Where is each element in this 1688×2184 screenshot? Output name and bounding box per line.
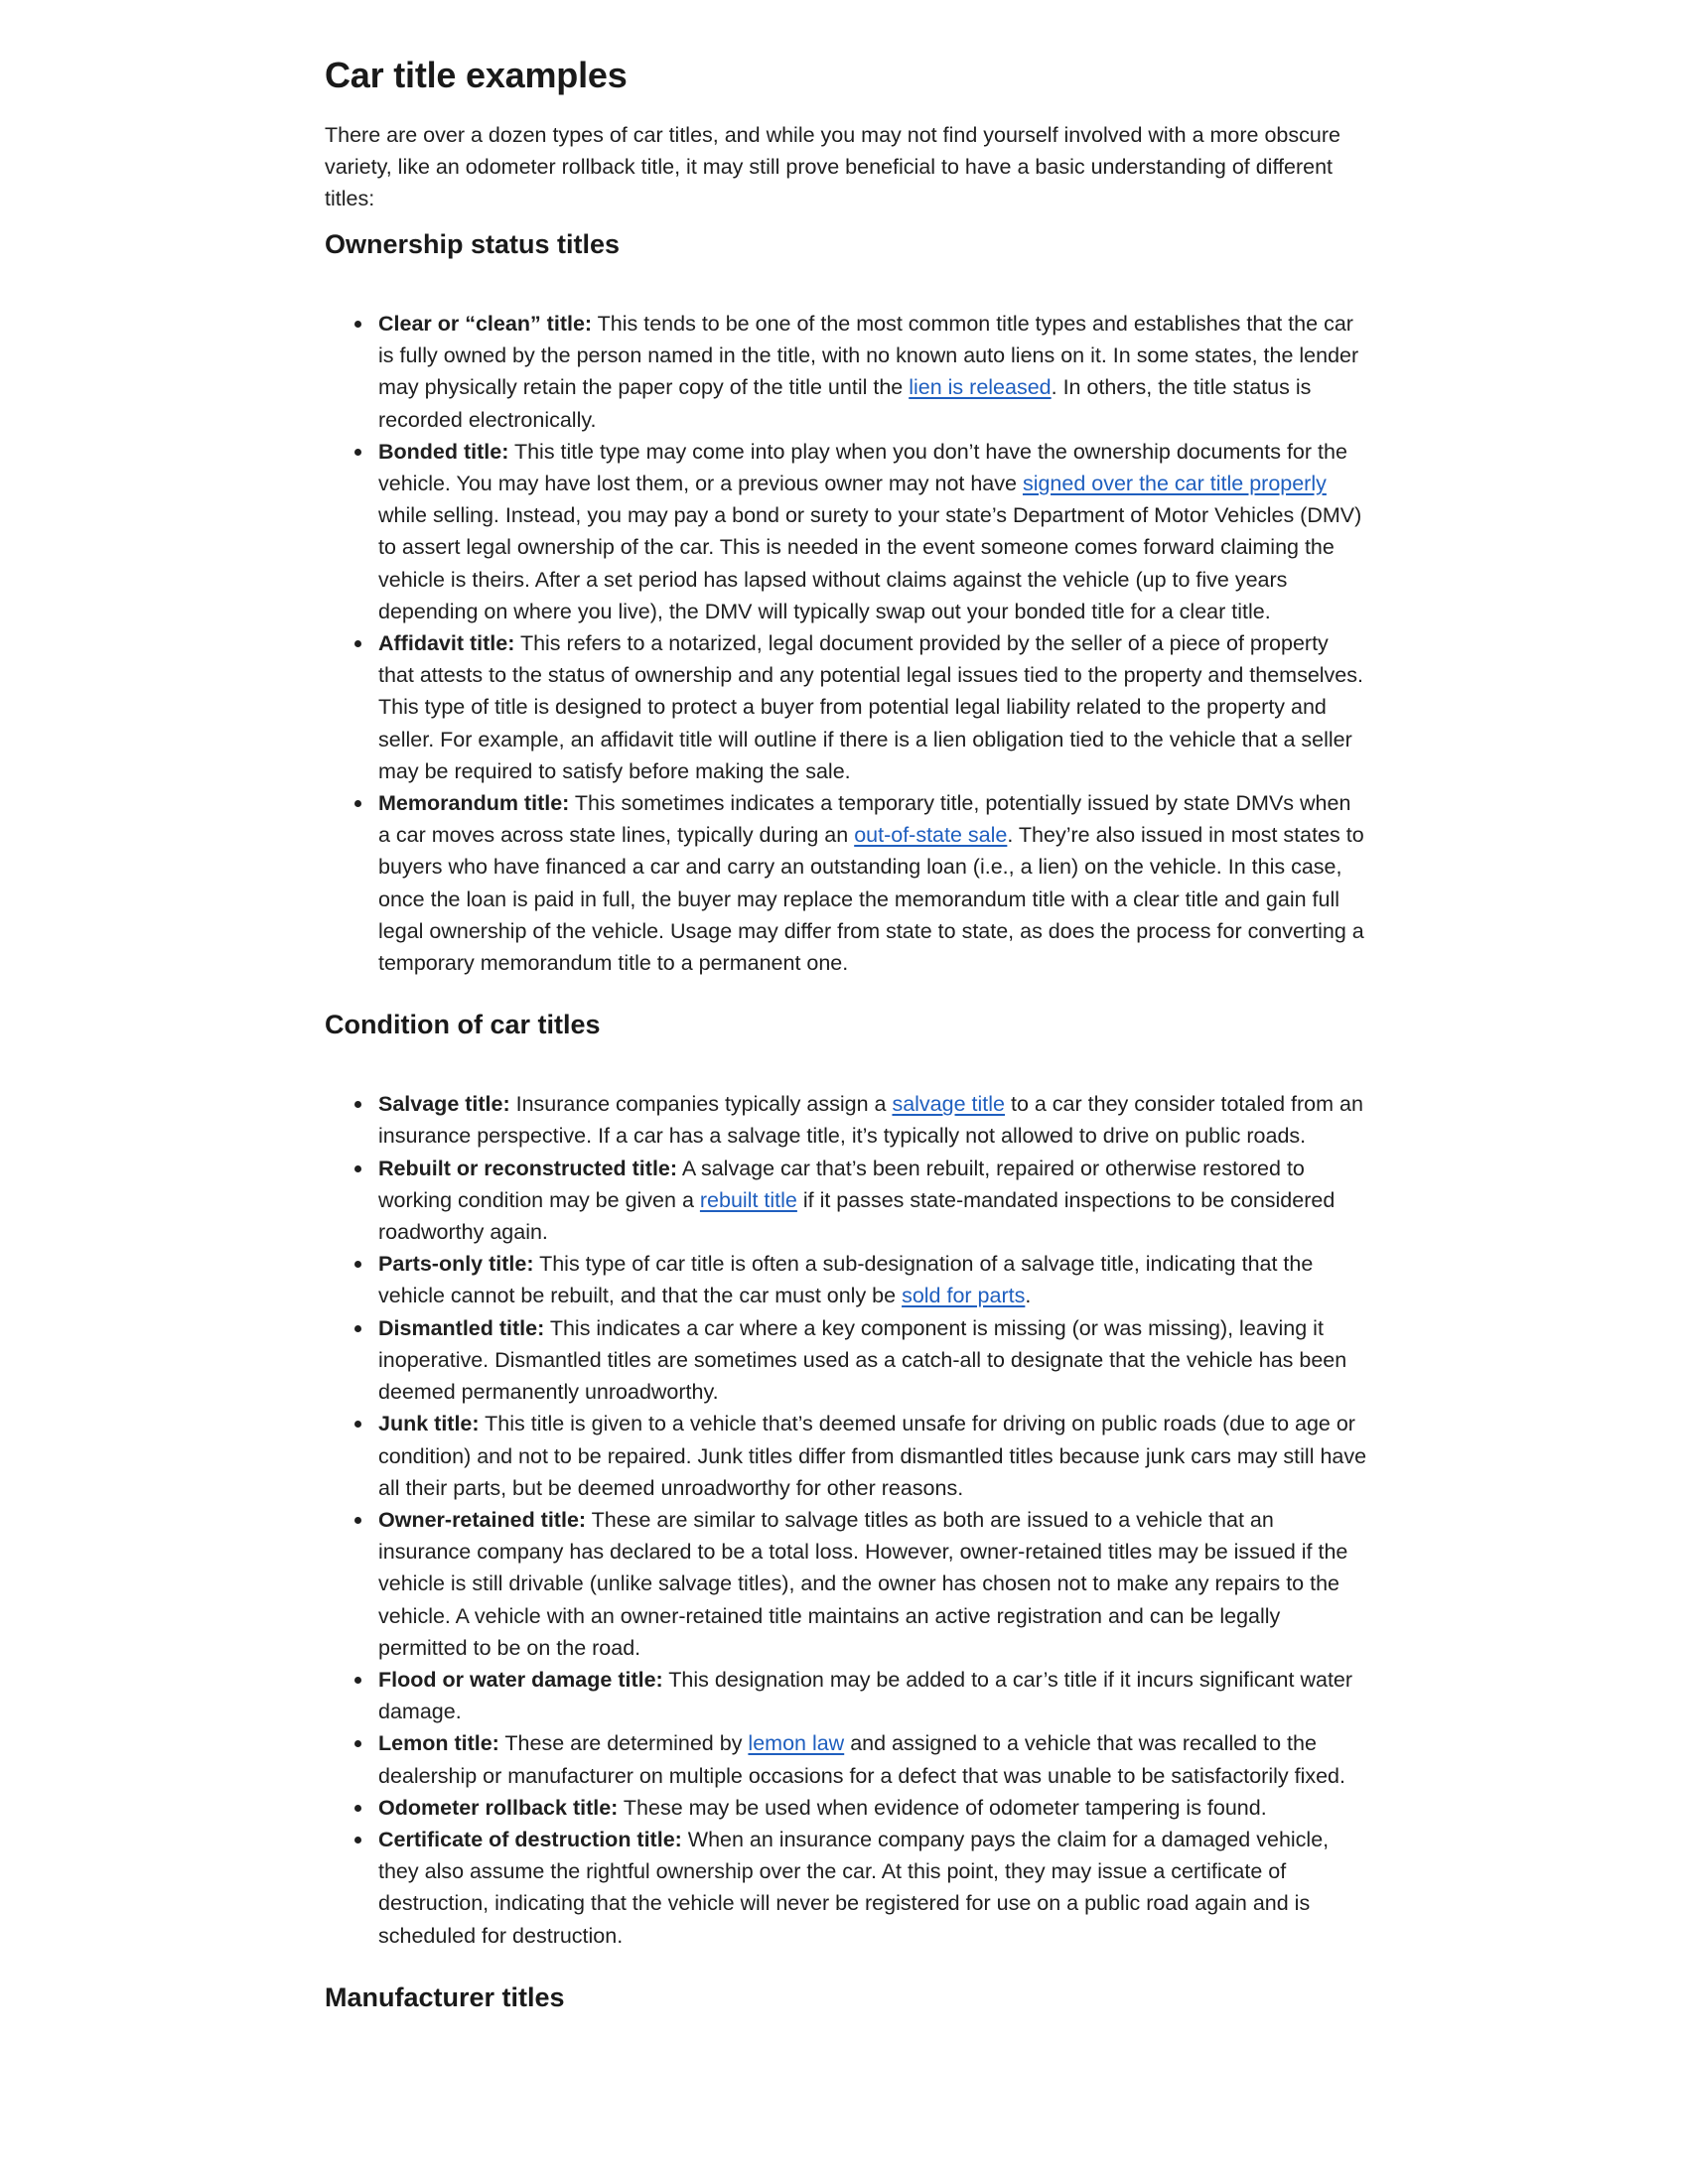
list-item: Clear or “clean” title: This tends to be one of the most common title types and establishes that the car is fully owned by the person named in the title, with no known auto liens on it. In some states, the lender may physically retain the paper copy of the title until the lien is released. In others, the title status is recorded electronically. <box>378 308 1367 436</box>
list-item: Memorandum title: This sometimes indicates a temporary title, potentially issued by state DMVs when a car moves across state lines, typically during an out-of-state sale. They’re also issued in most states to buyers who have financed a car and carry an outstanding loan (i.e., a lien) on the vehicle. In this case, once the loan is paid in full, the buyer may replace the memorandum title with a clear title and gain full legal ownership of the vehicle. Usage may differ from state to state, as does the process for converting a temporary memorandum title to a permanent one. <box>378 787 1367 979</box>
list-item-term: Salvage title: <box>378 1092 510 1117</box>
list-item: Parts-only title: This type of car title is often a sub-designation of a salvage title, indicating that the vehicle cannot be rebuilt, and that the car must only be sold for parts. <box>378 1248 1367 1311</box>
list-item: Rebuilt or reconstructed title: A salvage car that’s been rebuilt, repaired or otherwise restored to working condition may be given a rebuilt title if it passes state-mandated inspections to be considered roadworthy again. <box>378 1153 1367 1249</box>
signed-over-title-link[interactable]: signed over the car title properly <box>1022 472 1327 496</box>
rebuilt-title-link[interactable]: rebuilt title <box>699 1187 797 1212</box>
list-item: Affidavit title: This refers to a notarized, legal document provided by the seller of a piece of property that attests to the status of ownership and any potential legal issues tied to the property and themselves. This type of title is designed to protect a buyer from potential legal liability related to the property and seller. For example, an affidavit title will outline if there is a lien obligation tied to the vehicle that a seller may be required to satisfy before making the sale. <box>378 627 1367 787</box>
section-heading-manufacturer: Manufacturer titles <box>325 1981 565 2012</box>
intro-paragraph: There are over a dozen types of car titles, and while you may not find yourself involved with a more obscure variety, like an odometer rollback title, it may still prove beneficial to have a basic understanding of different titles: <box>325 123 1340 210</box>
list-item: Owner-retained title: These are similar to salvage titles as both are issued to a vehicle that an insurance company has declared to be a total loss. However, owner-retained titles may be issued if the vehicle is still drivable (unlike salvage titles), and the owner has chosen not to make any repairs to the vehicle. A vehicle with an owner-retained title maintains an active registration and can be legally permitted to be on the road. <box>378 1504 1367 1664</box>
list-item-term: Parts-only title: <box>378 1252 534 1277</box>
list-item: Lemon title: These are determined by lemon law and assigned to a vehicle that was recalled to the dealership or manufacturer on multiple occasions for a defect that was unable to be satisfactorily fixed. <box>378 1727 1367 1791</box>
list-item: Junk title: This title is given to a vehicle that’s deemed unsafe for driving on public roads (due to age or condition) and not to be repaired. Junk titles differ from dismantled titles because junk cars may still have all their parts, but be deemed unroadworthy for other reasons. <box>378 1408 1367 1504</box>
list-item-term: Clear or “clean” title: <box>378 312 593 336</box>
list-item-term: Lemon title: <box>378 1731 499 1756</box>
section-heading-ownership: Ownership status titles <box>325 229 621 259</box>
list-item-term: Memorandum title: <box>378 791 570 816</box>
out-of-state-sale-link[interactable]: out-of-state sale <box>854 823 1008 848</box>
list-item: Odometer rollback title: These may be used when evidence of odometer tampering is found. <box>378 1792 1367 1824</box>
list-item-term: Odometer rollback title: <box>378 1795 619 1820</box>
lemon-law-link[interactable]: lemon law <box>748 1731 845 1756</box>
condition-titles-list <box>325 1088 1367 1951</box>
list-item: Salvage title: Insurance companies typically assign a salvage title to a car they consider totaled from an insurance perspective. If a car has a salvage title, it’s typically not allowed to drive on public roads. <box>378 1088 1367 1152</box>
ownership-titles-list <box>325 308 1367 979</box>
list-item-term: Affidavit title: <box>378 631 515 656</box>
list-item-term: Bonded title: <box>378 439 509 464</box>
list-item-term: Rebuilt or reconstructed title: <box>378 1156 678 1180</box>
list-item: Certificate of destruction title: When an insurance company pays the claim for a damaged vehicle, they also assume the rightful ownership over the car. At this point, they may issue a certificate of destruction, indicating that the vehicle will never be registered for use on a public road again and is scheduled for destruction. <box>378 1824 1367 1952</box>
list-item: Bonded title: This title type may come into play when you don’t have the ownership documents for the vehicle. You may have lost them, or a previous owner may not have signed over the car title properly while selling. Instead, you may pay a bond or surety to your state’s Department of Motor Vehicles (DMV) to assert legal ownership of the car. This is needed in the event someone comes forward claiming the vehicle is theirs. After a set period has lapsed without claims against the vehicle (up to five years depending on where you live), the DMV will typically swap out your bonded title for a clear title. <box>378 436 1367 627</box>
list-item: Dismantled title: This indicates a car where a key component is missing (or was missing), leaving it inoperative. Dismantled titles are sometimes used as a catch-all to designate that the vehicle has been deemed permanently unroadworthy. <box>378 1312 1367 1409</box>
article <box>325 48 1367 2015</box>
list-item-term: Flood or water damage title: <box>378 1667 663 1692</box>
sold-for-parts-link[interactable]: sold for parts <box>902 1284 1026 1308</box>
list-item-term: Junk title: <box>378 1412 480 1436</box>
section-heading-condition: Condition of car titles <box>325 1010 601 1040</box>
list-item-term: Dismantled title: <box>378 1315 545 1340</box>
list-item-term: Certificate of destruction title: <box>378 1827 682 1851</box>
page-title: Car title examples <box>325 55 628 95</box>
list-item-term: Owner-retained title: <box>378 1507 587 1532</box>
list-item: Flood or water damage title: This designation may be added to a car’s title if it incurs significant water damage. <box>378 1664 1367 1727</box>
lien-released-link[interactable]: lien is released <box>909 375 1052 400</box>
salvage-title-link[interactable]: salvage title <box>892 1092 1005 1117</box>
